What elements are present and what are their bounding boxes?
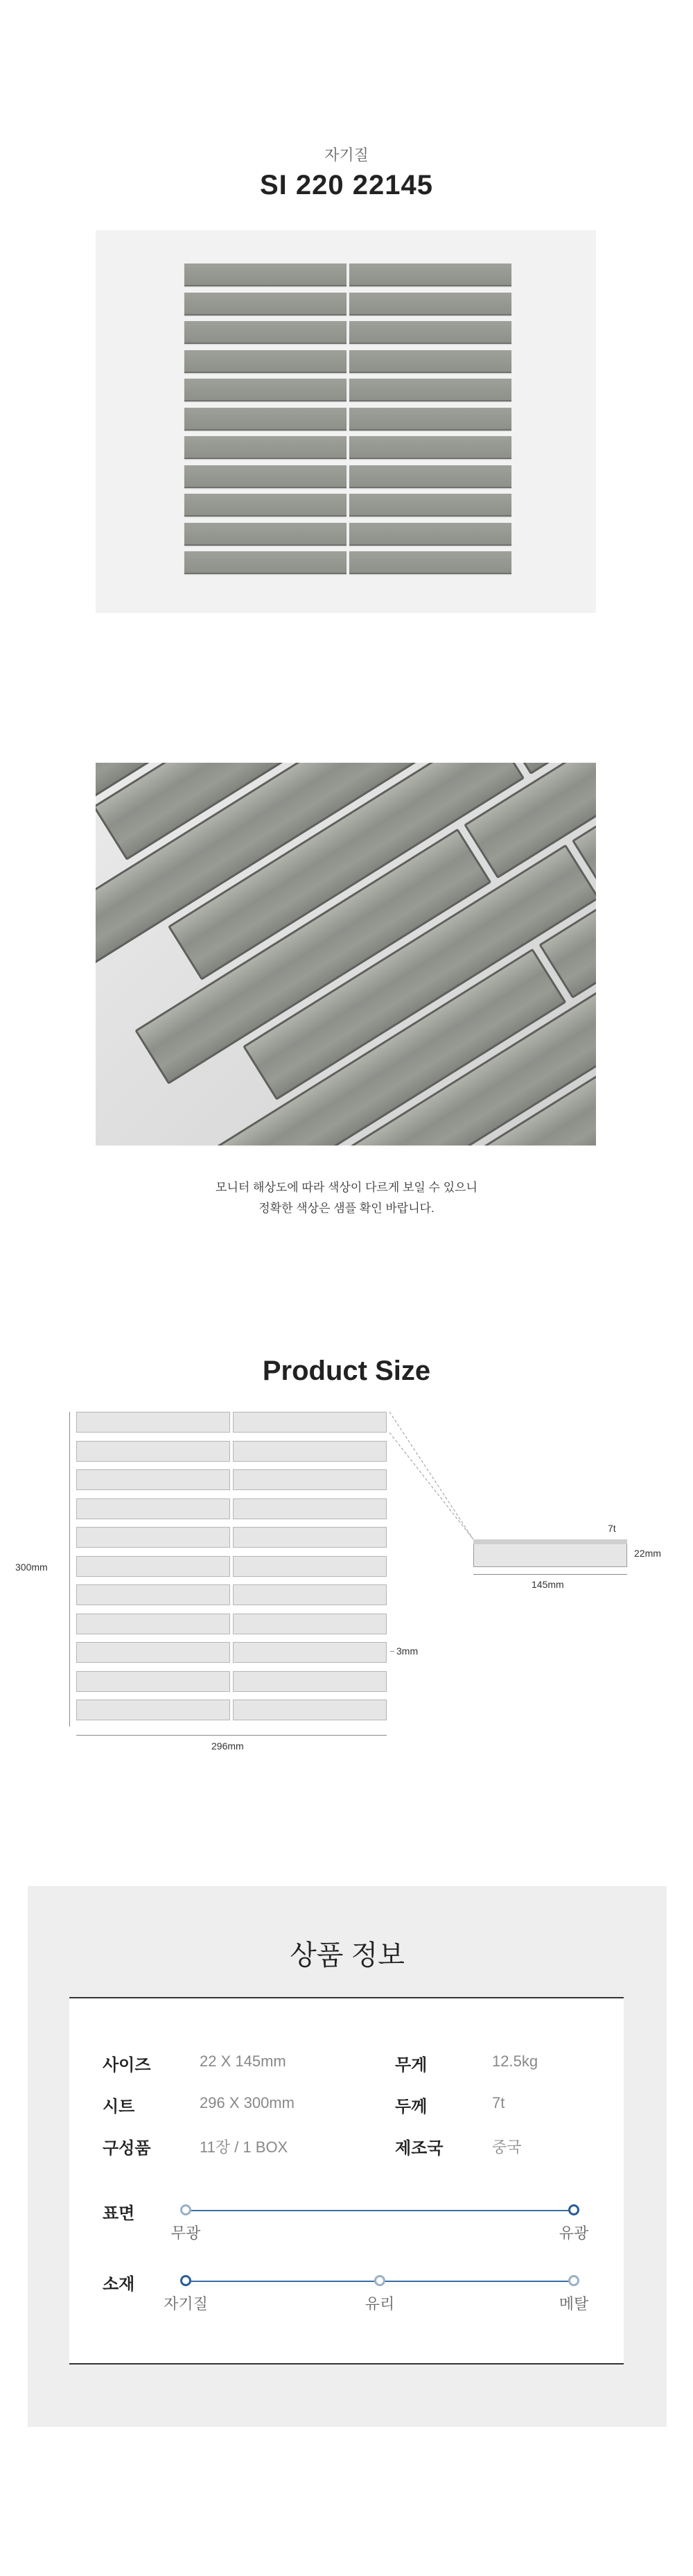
diagram-tile-strip: [233, 1642, 387, 1663]
diagram-tile-strip: [233, 1412, 387, 1433]
diagram-tile-strip: [233, 1700, 387, 1720]
tile-strip: [184, 551, 346, 574]
spec-label-thickness: 두께: [395, 2098, 428, 2116]
thickness-label: 7t: [608, 1523, 616, 1534]
gap-dimension-label: 3mm: [396, 1645, 419, 1657]
tile-strip: [184, 465, 346, 488]
width-dimension-label: 296mm: [211, 1740, 244, 1752]
tile-thickness-band: [473, 1539, 627, 1544]
material-option-metal-label: 메탈: [559, 2295, 589, 2313]
surface-option-matte-dot: [180, 2204, 191, 2215]
diagram-tile-strip: [233, 1441, 387, 1462]
height-dimension-line: [69, 1412, 70, 1727]
diagram-tile-strip: [233, 1527, 387, 1548]
diagram-tile-strip: [233, 1584, 387, 1605]
diagram-tile-sheet: [76, 1412, 387, 1727]
material-option-metal-dot: [568, 2275, 579, 2286]
size-section-title: Product Size: [262, 1356, 431, 1386]
tile-strip: [184, 350, 346, 373]
spec-label-components: 구성품: [103, 2139, 151, 2158]
info-title: 상품 정보: [290, 1940, 405, 1971]
diagram-tile-strip: [76, 1614, 230, 1634]
diagram-tile-strip: [76, 1671, 230, 1692]
tile-strip: [349, 321, 511, 344]
spec-label-sheet: 시트: [103, 2098, 135, 2116]
tile-strip: [349, 494, 511, 517]
tile-strip: [184, 523, 346, 546]
tile-strip: [349, 551, 511, 574]
spec-value-weight: 12.5kg: [492, 2052, 538, 2070]
diagram-tile-strip: [233, 1556, 387, 1577]
detail-projection-lines: [388, 1408, 638, 1546]
material-option-porcelain-label: 자기질: [164, 2295, 208, 2313]
notice-line-2: 정확한 색상은 샘플 확인 바랍니다.: [258, 1202, 435, 1215]
product-category: 자기질: [324, 146, 369, 164]
material-option-glass-dot: [374, 2275, 385, 2286]
tile-strip: [349, 408, 511, 431]
tile-strip: [184, 436, 346, 459]
tile-strip: [184, 293, 346, 315]
diagram-tile-strip: [76, 1412, 230, 1433]
color-notice: [0, 1177, 693, 1219]
tile-strip: [349, 263, 511, 286]
diagram-tile-strip: [233, 1498, 387, 1519]
product-photo-closeup: [96, 763, 596, 1146]
spec-label-size: 사이즈: [103, 2056, 151, 2075]
spec-value-size: 22 X 145mm: [200, 2052, 286, 2070]
diagram-tile-strip: [76, 1527, 230, 1548]
tile-strip: [184, 494, 346, 517]
diagram-tile-strip: [76, 1700, 230, 1720]
tile-strip: [349, 436, 511, 459]
diagram-tile-strip: [233, 1671, 387, 1692]
tile-strip: [349, 293, 511, 315]
material-label: 소재: [103, 2275, 135, 2294]
tile-strip: [349, 523, 511, 546]
material-option-glass-label: 유리: [365, 2295, 395, 2313]
spec-value-sheet: 296 X 300mm: [200, 2094, 295, 2111]
tile-length-label: 145mm: [532, 1579, 564, 1590]
tile-width-label: 22mm: [634, 1548, 661, 1559]
closeup-tile-image: [96, 763, 596, 1146]
spec-label-origin: 제조국: [395, 2139, 444, 2158]
diagram-tile-strip: [76, 1584, 230, 1605]
tile-strip: [349, 350, 511, 373]
tile-strip: [184, 408, 346, 431]
surface-label: 표면: [103, 2204, 135, 2223]
surface-option-matte-label: 무광: [170, 2224, 201, 2242]
spec-label-weight: 무게: [395, 2056, 428, 2075]
height-dimension-label: 300mm: [15, 1562, 48, 1573]
tile-strip: [184, 379, 346, 401]
diagram-tile-strip: [76, 1642, 230, 1663]
diagram-tile-strip: [76, 1469, 230, 1490]
diagram-tile-strip: [76, 1556, 230, 1577]
product-title: SI 220 22145: [260, 170, 433, 200]
diagram-tile-strip: [76, 1498, 230, 1519]
notice-line-1: 모니터 해상도에 따라 색상이 다르게 보일 수 있으니: [216, 1181, 477, 1194]
spec-value-thickness: 7t: [492, 2094, 505, 2111]
surface-scale-track: [186, 2210, 574, 2211]
diagram-tile-strip: [76, 1441, 230, 1462]
spec-value-components: 11장 / 1 BOX: [200, 2138, 288, 2156]
diagram-tile-strip: [233, 1614, 387, 1634]
product-photo-sheet: [96, 230, 596, 613]
tile-length-line: [473, 1574, 627, 1575]
diagram-tile-strip: [233, 1469, 387, 1490]
tile-strip: [349, 465, 511, 488]
tile-strip: [184, 263, 346, 286]
surface-option-glossy-dot: [568, 2204, 579, 2215]
product-info-section: [28, 1886, 667, 2427]
surface-option-glossy-label: 유광: [559, 2224, 589, 2242]
material-option-porcelain-dot: [180, 2275, 191, 2286]
size-diagram: [0, 1408, 693, 1754]
width-dimension-line: [76, 1735, 387, 1736]
tile-strip: [349, 379, 511, 401]
tile-strip: [184, 321, 346, 344]
info-card: [69, 1997, 624, 2365]
spec-value-origin: 중국: [492, 2138, 522, 2156]
gap-dimension-line: [390, 1651, 394, 1652]
tile-sheet-image: [184, 263, 511, 578]
